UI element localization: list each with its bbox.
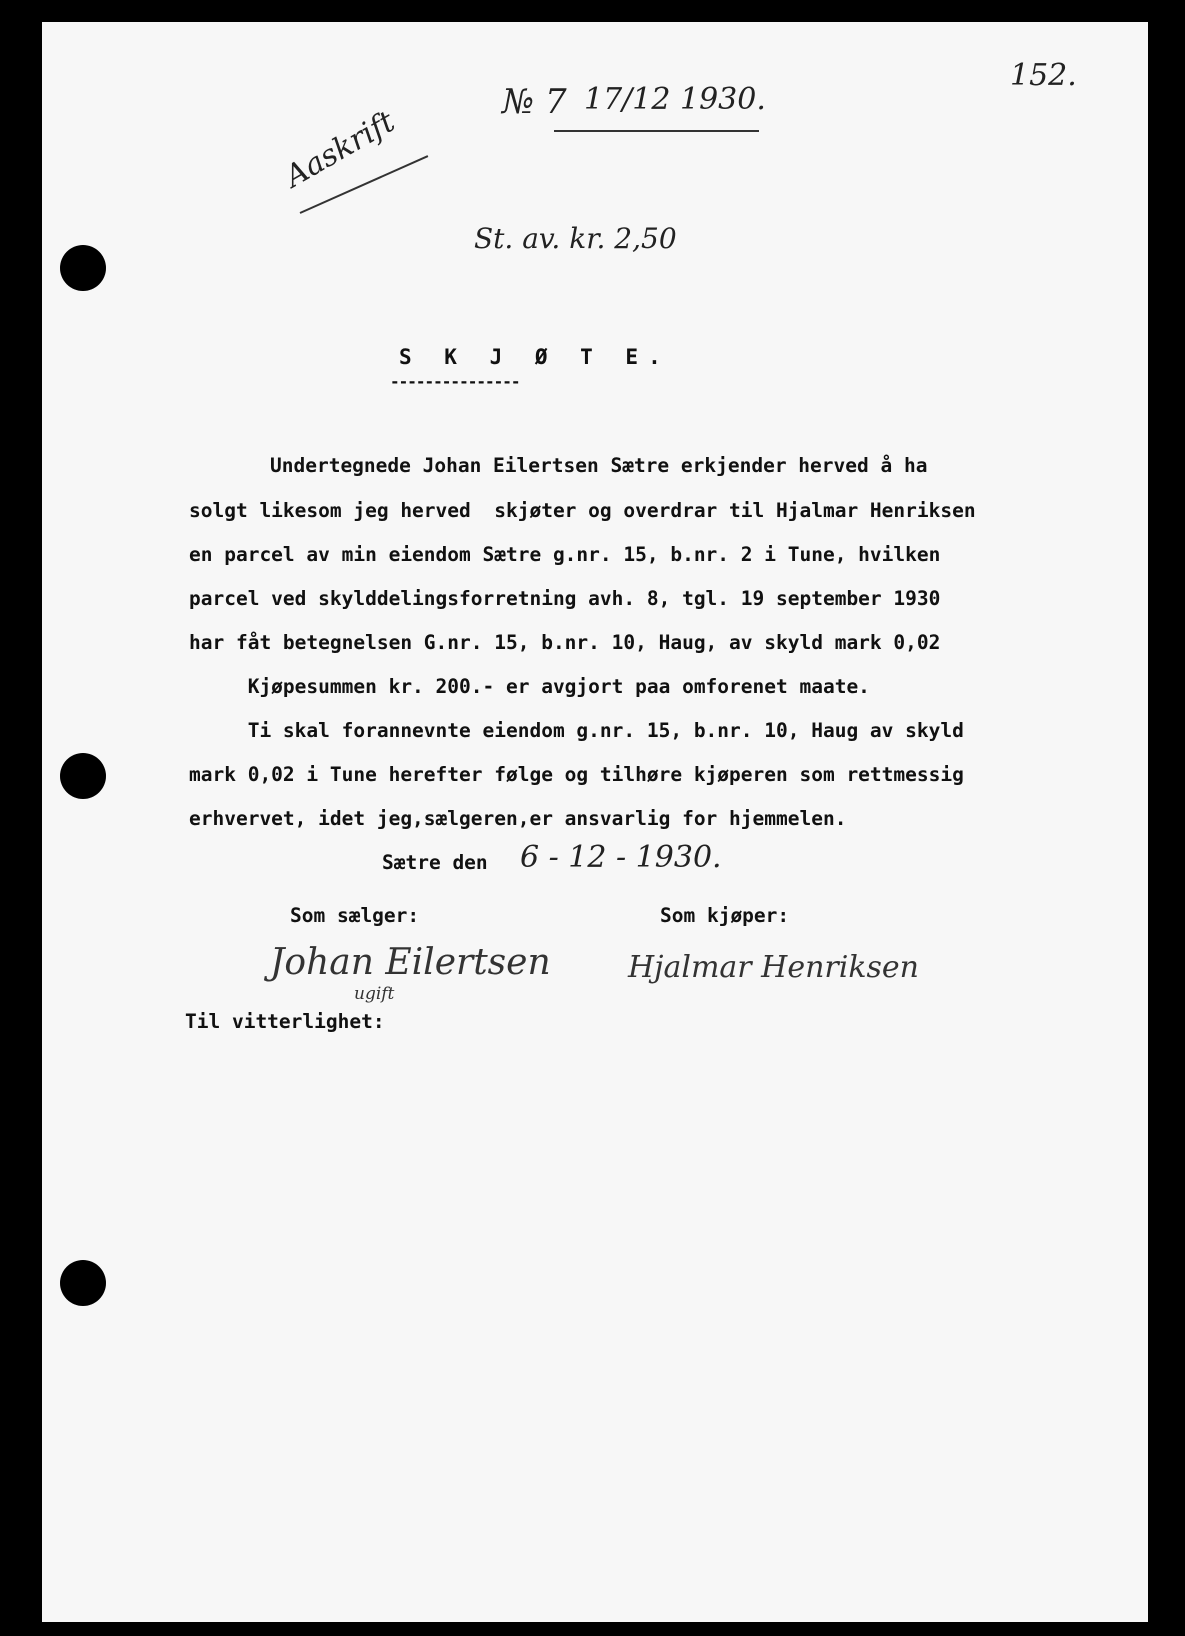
seller-signature: Johan Eilertsen (270, 942, 551, 983)
seller-signature-note: ugift (354, 984, 395, 1004)
body-line: erhvervet, idet jeg,sælgeren,er ansvarlig for hjemmelen. (189, 807, 847, 830)
body-line: Ti skal forannevnte eiendom g.nr. 15, b.nr. 10, Haug av skyld (189, 719, 964, 742)
witness-label: Til vitterlighet: (185, 1010, 385, 1033)
document-title: S K J Ø T E. (399, 345, 671, 369)
stamp-duty-note: St. av. kr. 2,50 (474, 222, 677, 255)
body-line: parcel ved skylddelingsforretning avh. 8, tgl. 19 september 1930 (189, 587, 941, 610)
punch-hole-middle (60, 753, 106, 799)
margin-note: Aaskrift (279, 104, 401, 195)
buyer-signature: Hjalmar Henriksen (628, 950, 919, 985)
body-line: en parcel av min eiendom Sætre g.nr. 15, b.nr. 2 i Tune, hvilken (189, 543, 941, 566)
body-line: har fåt betegnelsen G.nr. 15, b.nr. 10, Haug, av skyld mark 0,02 (189, 631, 941, 654)
seller-label: Som sælger: (290, 904, 420, 927)
punch-hole-top (60, 245, 106, 291)
punch-hole-bottom (60, 1260, 106, 1306)
registration-number: № 7 (502, 82, 567, 122)
place-date-label: Sætre den (382, 851, 488, 874)
document-page (42, 22, 1148, 1622)
page-number: 152. (1010, 58, 1077, 93)
body-line: mark 0,02 i Tune herefter følge og tilhøre kjøperen som rettmessig (189, 763, 964, 786)
registration-rule (554, 130, 759, 132)
registration-date: 17/12 1930. (584, 82, 766, 117)
buyer-label: Som kjøper: (660, 904, 790, 927)
body-line: solgt likesom jeg herved skjøter og overdrar til Hjalmar Henriksen (189, 499, 976, 522)
title-underline: --------------- (390, 372, 520, 391)
body-line: Undertegnede Johan Eilertsen Sætre erkjender herved å ha (270, 454, 928, 477)
handwritten-date: 6 - 12 - 1930. (520, 840, 722, 875)
body-line: Kjøpesummen kr. 200.- er avgjort paa omforenet maate. (189, 675, 870, 698)
